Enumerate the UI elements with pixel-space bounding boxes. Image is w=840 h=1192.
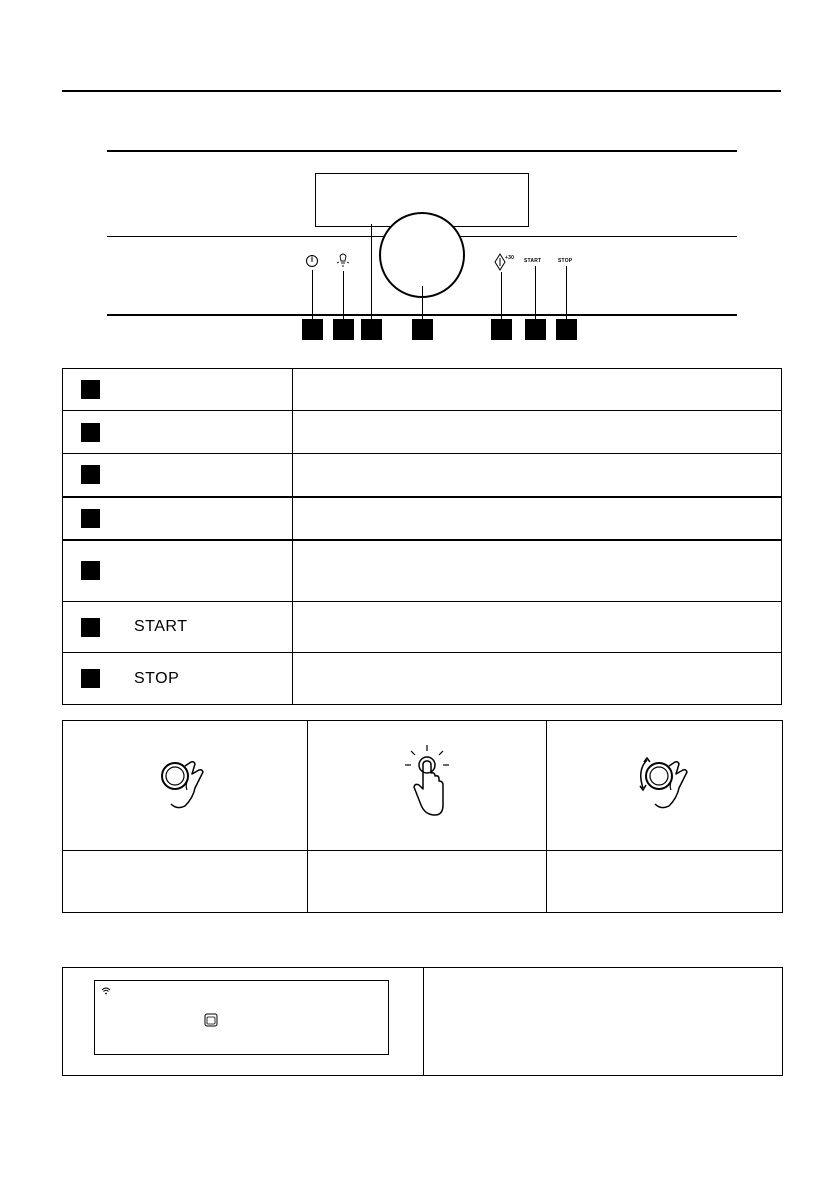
table-row <box>63 411 782 454</box>
display-table <box>62 967 783 1076</box>
row-name <box>118 540 293 602</box>
table-row <box>63 369 782 411</box>
row-marker <box>81 669 100 688</box>
row-marker <box>81 509 100 528</box>
row-description <box>293 602 782 653</box>
row-description <box>293 540 782 602</box>
display-leader-line <box>371 224 372 319</box>
callout-marker <box>333 319 354 340</box>
table-row <box>63 454 782 497</box>
gesture-caption <box>63 851 308 913</box>
gesture-caption <box>308 851 547 913</box>
row-name: STOP <box>118 653 293 705</box>
row-description <box>293 454 782 497</box>
row-name <box>118 454 293 497</box>
row-marker <box>81 465 100 484</box>
row-description <box>293 497 782 540</box>
row-description <box>293 369 782 411</box>
touch-finger-icon <box>397 743 457 823</box>
callout-marker <box>491 319 512 340</box>
row-name: START <box>118 602 293 653</box>
callout-marker <box>302 319 323 340</box>
callout-marker <box>556 319 577 340</box>
knob-press-hand-icon <box>155 748 215 818</box>
controls-table <box>62 368 782 705</box>
panel-stop-label[interactable]: STOP <box>558 258 573 264</box>
gesture-caption <box>547 851 783 913</box>
power-leader-line <box>312 270 313 320</box>
display-screen <box>94 980 389 1055</box>
row-marker <box>81 380 100 399</box>
callout-marker <box>361 319 382 340</box>
knob-leader-line <box>422 286 423 320</box>
heat-leader-line <box>501 272 502 320</box>
row-description <box>293 653 782 705</box>
panel-top-line <box>107 150 737 152</box>
callout-marker <box>525 319 546 340</box>
row-name <box>118 497 293 540</box>
stop-leader-line <box>566 266 567 320</box>
row-marker <box>81 423 100 442</box>
power-icon[interactable] <box>305 254 319 268</box>
row-name <box>118 411 293 454</box>
knob-turn-hand-icon <box>633 748 697 818</box>
row-name <box>118 369 293 411</box>
table-row <box>63 653 782 705</box>
gesture-table <box>62 720 783 913</box>
table-row <box>63 540 782 602</box>
wifi-icon <box>101 987 111 995</box>
row-marker <box>81 561 100 580</box>
light-icon[interactable] <box>336 253 350 269</box>
row-marker <box>81 618 100 637</box>
display-description <box>424 968 783 1076</box>
table-row <box>63 602 782 653</box>
row-description <box>293 411 782 454</box>
header-rule <box>62 90 781 92</box>
panel-start-label[interactable]: START <box>524 258 542 264</box>
quick-heat-label: +30 <box>505 255 515 261</box>
callout-marker <box>412 319 433 340</box>
oven-icon <box>204 1013 218 1027</box>
start-leader-line <box>535 266 536 320</box>
light-leader-line <box>343 271 344 320</box>
table-row <box>63 497 782 540</box>
